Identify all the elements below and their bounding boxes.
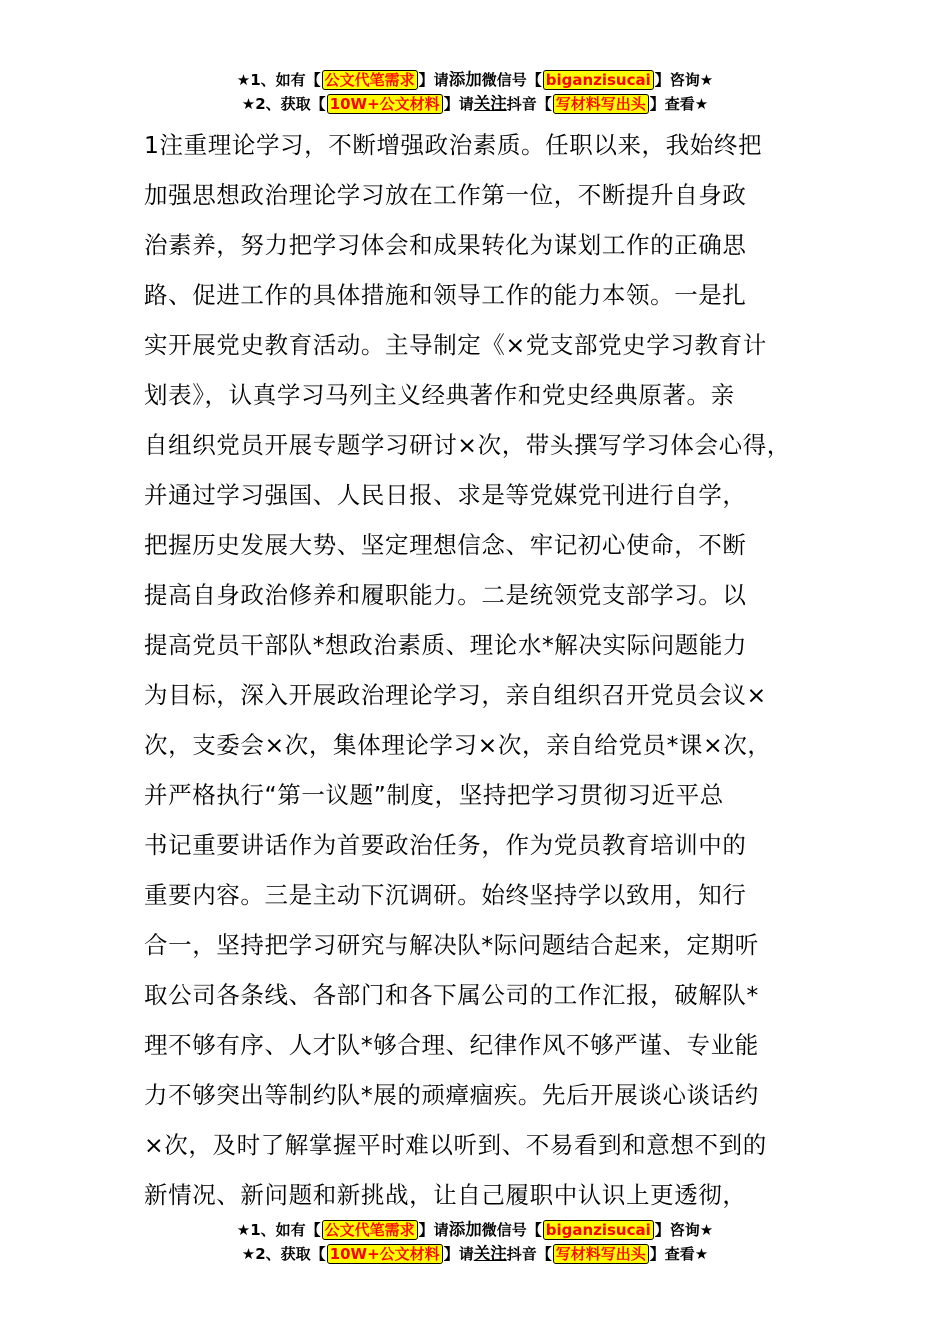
body-line: 理不够有序、人才队*够合理、纪律作风不够严谨、专业能	[144, 1031, 759, 1059]
notice-text: 微信号【	[481, 1221, 542, 1239]
notice-line-2	[0, 1242, 950, 1266]
document-body	[144, 120, 834, 1220]
footer-notice	[0, 1218, 950, 1266]
body-line: 提高党员干部队*想政治素质、理论水*解决实际问题能力	[144, 631, 748, 659]
notice-emphasis: 添加	[448, 1220, 482, 1239]
body-line: 重要内容。三是主动下沉调研。始终坚持学以致用，知行	[144, 881, 747, 909]
body-line: ×次，及时了解掌握平时难以听到、不易看到和意想不到的	[144, 1131, 767, 1159]
body-line: 次，支委会×次，集体理论学习×次，亲自给党员*课×次，	[144, 731, 772, 759]
body-line: 新情况、新问题和新挑战，让自己履职中认识上更透彻，	[144, 1181, 747, 1209]
notice-text: 】请	[443, 95, 474, 113]
body-line: 书记重要讲话作为首要政治任务，作为党员教育培训中的	[144, 831, 747, 859]
highlight-materials: 10W+公文材料	[327, 94, 443, 114]
notice-text: ★2、获取【	[241, 95, 326, 113]
body-line: 力不够突出等制约队*展的顽瘴痼疾。先后开展谈心谈话约	[144, 1081, 759, 1109]
notice-line-2	[0, 92, 950, 116]
notice-emphasis: 关注	[473, 1244, 507, 1263]
notice-text: 】咨询★	[654, 71, 714, 89]
notice-text: 】请	[418, 1221, 449, 1239]
notice-text: 】咨询★	[654, 1221, 714, 1239]
body-line: 把握历史发展大势、坚定理想信念、牢记初心使命，不断	[144, 531, 747, 559]
body-line: 加强思想政治理论学习放在工作第一位，不断提升自身政	[144, 181, 747, 209]
highlight-douyin-account: 写材料写出头	[553, 94, 649, 114]
notice-text: 抖音【	[506, 95, 552, 113]
body-line: 为目标，深入开展政治理论学习，亲自组织召开党员会议×	[144, 681, 767, 709]
notice-line-1	[0, 68, 950, 92]
notice-text: 】查看★	[649, 1245, 709, 1263]
body-line: 并严格执行“第一议题”制度，坚持把学习贯彻习近平总	[144, 781, 724, 809]
highlight-douyin-account: 写材料写出头	[553, 1244, 649, 1264]
highlight-materials: 10W+公文材料	[327, 1244, 443, 1264]
body-line: 自组织党员开展专题学习研讨×次，带头撰写学习体会心得，	[144, 431, 791, 459]
body-line: 路、促进工作的具体措施和领导工作的能力本领。一是扎	[144, 281, 747, 309]
highlight-wechat-id: biganzisucai	[543, 1220, 654, 1240]
notice-emphasis: 添加	[448, 70, 482, 89]
highlight-wechat-id: biganzisucai	[543, 70, 654, 90]
highlight-ghostwriting: 公文代笔需求	[322, 1220, 418, 1240]
notice-text: 】查看★	[649, 95, 709, 113]
notice-text: 】请	[443, 1245, 474, 1263]
body-line: 并通过学习强国、人民日报、求是等党媒党刊进行自学，	[144, 481, 747, 509]
body-line: 1注重理论学习，不断增强政治素质。任职以来，我始终把	[144, 131, 763, 159]
notice-text: 微信号【	[481, 71, 542, 89]
notice-text: 】请	[418, 71, 449, 89]
notice-text: ★1、如有【	[236, 1221, 321, 1239]
notice-line-1	[0, 1218, 950, 1242]
body-line: 取公司各条线、各部门和各下属公司的工作汇报，破解队*	[144, 981, 759, 1009]
body-line: 提高自身政治修养和履职能力。二是统领党支部学习。以	[144, 581, 747, 609]
highlight-ghostwriting: 公文代笔需求	[322, 70, 418, 90]
notice-text: ★1、如有【	[236, 71, 321, 89]
notice-text: ★2、获取【	[241, 1245, 326, 1263]
body-line: 实开展党史教育活动。主导制定《×党支部党史学习教育计	[144, 331, 767, 359]
body-line: 合一，坚持把学习研究与解决队*际问题结合起来，定期听	[144, 931, 759, 959]
notice-text: 抖音【	[506, 1245, 552, 1263]
body-line: 划表》，认真学习马列主义经典著作和党史经典原著。亲	[144, 381, 735, 409]
header-notice	[0, 68, 950, 116]
notice-emphasis: 关注	[473, 94, 507, 113]
body-line: 治素养，努力把学习体会和成果转化为谋划工作的正确思	[144, 231, 747, 259]
